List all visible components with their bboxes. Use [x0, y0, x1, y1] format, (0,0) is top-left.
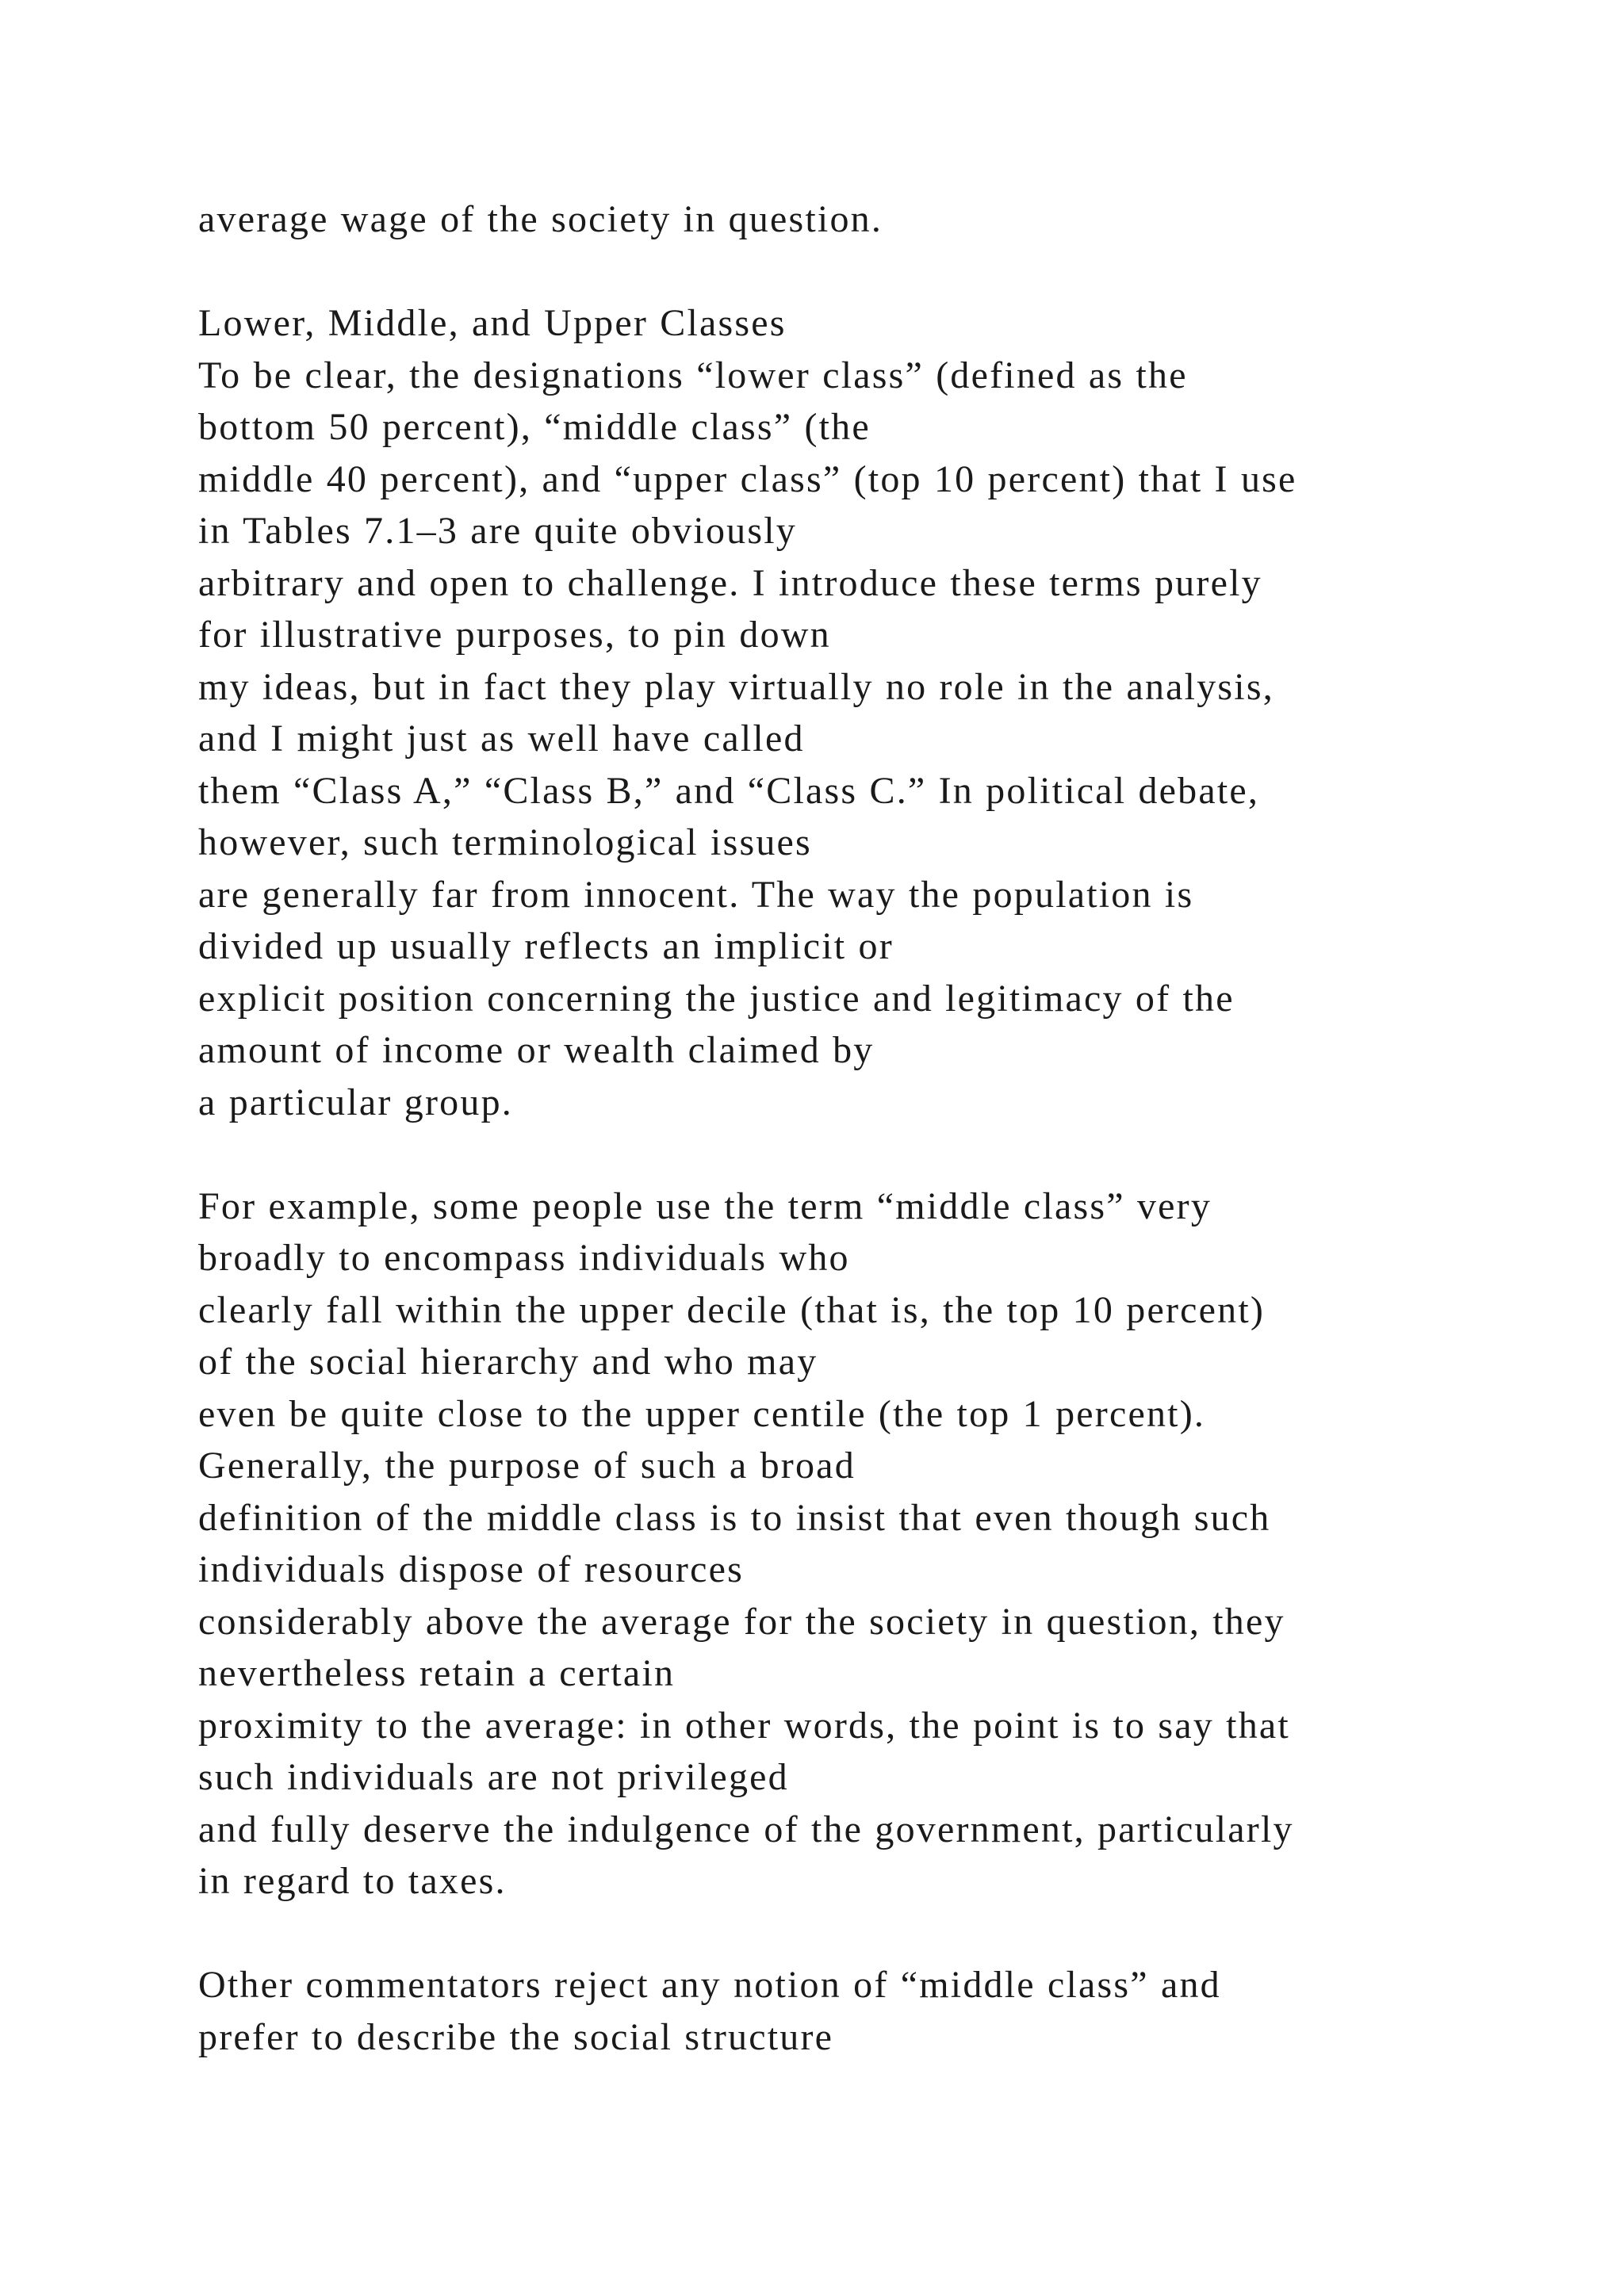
paragraph-line: For example, some people use the term “middle class” very: [198, 1184, 1212, 1227]
paragraph-line: them “Class A,” “Class B,” and “Class C.” In political debate,: [198, 769, 1260, 812]
document-text: [198, 193, 1546, 2063]
paragraph-line: my ideas, but in fact they play virtually no role in the analysis,: [198, 665, 1274, 708]
paragraph-line: amount of income or wealth claimed by: [198, 1029, 875, 1071]
intro-line: average wage of the society in question.: [198, 198, 883, 240]
paragraph-line: arbitrary and open to challenge. I introduce these terms purely: [198, 561, 1262, 604]
paragraph-line: divided up usually reflects an implicit or: [198, 925, 894, 967]
paragraph-line: To be clear, the designations “lower class” (defined as the: [198, 354, 1188, 396]
paragraph-line: middle 40 percent), and “upper class” (top 10 percent) that I use: [198, 457, 1297, 500]
paragraph-line: bottom 50 percent), “middle class” (the: [198, 406, 871, 448]
paragraph-line: Other commentators reject any notion of “middle class” and: [198, 1964, 1221, 2006]
paragraph-2: [198, 1181, 1546, 1908]
paragraph-line: broadly to encompass individuals who: [198, 1237, 850, 1279]
paragraph-gap: [198, 246, 1546, 298]
paragraph-line: proximity to the average: in other words, the point is to say that: [198, 1704, 1290, 1747]
paragraph-line: however, such terminological issues: [198, 821, 812, 863]
paragraph-line: explicit position concerning the justice and legitimacy of the: [198, 977, 1235, 1020]
paragraph-gap: [198, 1128, 1546, 1181]
paragraph-line: Generally, the purpose of such a broad: [198, 1445, 856, 1487]
paragraph-line: and I might just as well have called: [198, 718, 805, 760]
paragraph-gap: [198, 1908, 1546, 1960]
paragraph-line: prefer to describe the social structure: [198, 2015, 834, 2058]
paragraph-line: definition of the middle class is to insist that even though such: [198, 1496, 1271, 1539]
paragraph-1: [198, 350, 1546, 1129]
paragraph-line: in Tables 7.1–3 are quite obviously: [198, 510, 797, 552]
section-heading: Lower, Middle, and Upper Classes: [198, 302, 787, 344]
paragraph-line: such individuals are not privileged: [198, 1756, 789, 1798]
paragraph-line: even be quite close to the upper centile (the top 1 percent).: [198, 1392, 1206, 1435]
paragraph-line: for illustrative purposes, to pin down: [198, 614, 831, 656]
paragraph-line: and fully deserve the indulgence of the government, particularly: [198, 1808, 1294, 1850]
paragraph-line: individuals dispose of resources: [198, 1548, 744, 1590]
paragraph-line: nevertheless retain a certain: [198, 1652, 676, 1694]
paragraph-line: in regard to taxes.: [198, 1860, 507, 1902]
paragraph-line: clearly fall within the upper decile (that is, the top 10 percent): [198, 1288, 1266, 1331]
paragraph-line: are generally far from innocent. The way the population is: [198, 873, 1194, 916]
paragraph-3: [198, 1959, 1546, 2063]
paragraph-line: a particular group.: [198, 1081, 513, 1123]
paragraph-line: considerably above the average for the society in question, they: [198, 1600, 1285, 1643]
paragraph-line: of the social hierarchy and who may: [198, 1341, 818, 1383]
